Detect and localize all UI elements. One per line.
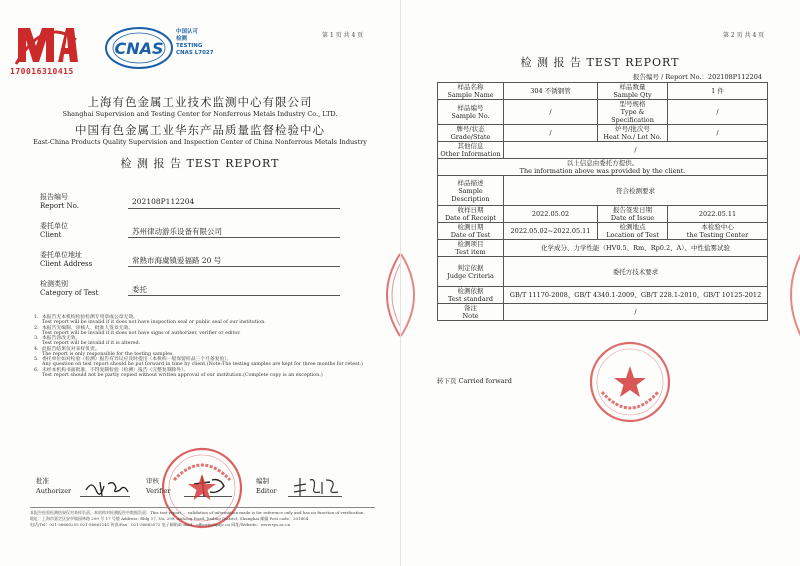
- table-row: 检测依据 Test standard GB/T 11170-2008、GB/T 4340.1-2009、GB/T 228.1-2010、GB/T 10125-2012: [438, 287, 768, 304]
- carried-forward: 转下页 Carried forward: [437, 377, 512, 385]
- cma-logo-icon: [14, 22, 78, 66]
- detail-report-title: 检 测 报 告 TEST REPORT: [520, 56, 680, 69]
- note-item: 4. 此报告结果仅对来样负责。 The report is only responsible for the testing samples.: [34, 346, 174, 357]
- authorizer-signature-icon: [84, 478, 130, 498]
- center-name-en: East-China Products Quality Supervision and Inspection Center of China Nonferrous Metals Industry: [33, 138, 367, 146]
- report-title: 检 测 报 告 TEST REPORT: [120, 157, 280, 170]
- table-row: 检测日期 Date of Test 2022.05.02~2022.05.11 检测地点 Location of Test 本检验中心 the Testing Center: [438, 223, 768, 240]
- page-footer: 本报告检验检测结果仅对来样负责，本机构对检测报告中数据负责；This test report ... validation of information made is for reference only and has no function of verification. 地址：上海市嘉定区安亭镇园林路 299 号 17 号楼 Address: Bldg 17, No. 299, Anhong Road, Jiading District, Shanghai 邮编 Post code：201804 电话/Tel：021-56660255 021-56661241 传真/Fax：021-56665572 电子邮箱/E-mail：office@shyxjc.cn 网址/Website：www.sys.ac.cn: [30, 510, 365, 528]
- table-row: 备注 Note /: [438, 304, 768, 321]
- field-client-address: 委托单位地址 Client Address 常熟市海虞镇爱福路 20 号: [40, 250, 340, 276]
- note-item: 3. 本报告涂改无效。 Test report will be invalid if it is altered.: [34, 336, 141, 347]
- table-row: 样品描述 Sample Description 符合检测要求: [438, 176, 768, 206]
- note-item: 2. 本报告无编制、审核人、批准人签章无效。 Test report will be invalid if it does not have signs of authorizer, verifier or editor.: [34, 325, 241, 336]
- note-item: 6. 未经本机构书面批准，不得复制检验（检测）报告（完整复制除外）。 Test report should not be partly copied without written approval of our institution.(Complete copy is an exception.): [34, 367, 323, 378]
- test-report-table: [437, 82, 768, 321]
- table-row: 判定依据 Judge Criteria 委托方技术要求: [438, 257, 768, 287]
- sample-name-value: 304 不锈钢管: [504, 83, 598, 100]
- table-row: 样品编号 Sample No. / 型号规格 Type & Specification /: [438, 100, 768, 125]
- field-client: 委托单位 Client 苏州律动游乐设备有限公司: [40, 221, 340, 247]
- test-standard-value: GB/T 11170-2008、GB/T 4340.1-2009、GB/T 228.1-2010、GB/T 10125-2012: [504, 287, 768, 304]
- detail-report-no: 报告编号 / Report No.：202108P112204: [633, 73, 762, 81]
- signature-authorizer: 批准 Authorizer: [36, 477, 72, 495]
- cnas-accreditation-text: 中国认可 检测 TESTING CNAS L7027: [176, 29, 214, 56]
- org-name-cn: 上海有色金属工业技术监测中心有限公司: [87, 95, 313, 109]
- edge-seal-fragment-icon: [781, 250, 800, 340]
- editor-signature-icon: [292, 476, 342, 498]
- svg-text:CNAS: CNAS: [114, 39, 164, 58]
- issue-date-value: 2022.05.11: [668, 206, 768, 223]
- table-row: 其他信息 Other Information /: [438, 142, 768, 159]
- note-item: 1. 本报告无本机构检验检测专用章或公章无效。 Test report will be invalid if it does not have inspection seal or public seal of our institution.: [34, 315, 266, 325]
- sample-description-value: 符合检测要求: [504, 176, 768, 206]
- table-row: 样品名称 Sample Name 304 不锈钢管 样品数量 Sample Qty 1 件: [438, 83, 768, 100]
- cnas-logo-icon: [104, 26, 174, 70]
- judge-criteria-value: 委托方技术要求: [504, 257, 768, 287]
- signature-verifier: 审核 Verifier: [146, 477, 171, 495]
- edge-seal-fragment-icon: [401, 250, 425, 340]
- center-name-cn: 中国有色金属工业华东产品质量监督检验中心: [75, 123, 325, 137]
- page-number: 第 2 页 共 4 页: [723, 32, 765, 39]
- signature-editor: 编制 Editor: [256, 477, 277, 495]
- client-info-note: 以上信息由委托方提供。: [566, 159, 639, 167]
- table-row: 收样日期 Date of Receipt 2022.05.02 报告签发日期 Date of Issue 2022.05.11: [438, 206, 768, 223]
- note-item: 5. 委托单位如对检验（检测）报告有异议应及时提出（本机构一般保留样品三个月备复验）。 Any question on test report should be put forward in time by client.(Note:The testing samples are kept for three months for retest.): [34, 357, 363, 368]
- ma-certificate-number: 170016310415: [10, 67, 74, 76]
- test-item-value: 化学成分、力学性能（HV0.5、Rm、Rp0.2、A）、中性盐雾试验: [504, 240, 768, 257]
- report-no-value: 202108P112204: [132, 197, 195, 206]
- receipt-date-value: 2022.05.02: [504, 206, 598, 223]
- category-value: 委托: [132, 285, 147, 294]
- org-name-en: Shanghai Supervision and Testing Center for Nonferrous Metals Industry Co., LTD.: [62, 110, 338, 118]
- table-row: 牌号/状态 Grade/State / 炉号/批次号 Heat No./ Lot No. /: [438, 125, 768, 142]
- inspection-seal-icon: [588, 340, 672, 424]
- table-row: 以上信息由委托方提供。 The information above was provided by the client.: [438, 159, 768, 176]
- page-number: 第 1 页 共 4 页: [322, 32, 364, 39]
- report-notes: [34, 315, 384, 379]
- field-category: 检测类别 Category of Test 委托: [40, 279, 340, 305]
- sample-qty-value: 1 件: [668, 83, 768, 100]
- test-date-value: 2022.05.02~2022.05.11: [504, 223, 598, 240]
- table-row: 检测项目 Test item 化学成分、力学性能（HV0.5、Rm、Rp0.2、A）、中性盐雾试验: [438, 240, 768, 257]
- edge-seal-fragment-icon: [372, 250, 400, 340]
- client-address-value: 常熟市海虞镇爱福路 20 号: [132, 256, 222, 265]
- client-value: 苏州律动游乐设备有限公司: [132, 227, 222, 236]
- field-report-no: 报告编号 Report No. 202108P112204: [40, 192, 340, 218]
